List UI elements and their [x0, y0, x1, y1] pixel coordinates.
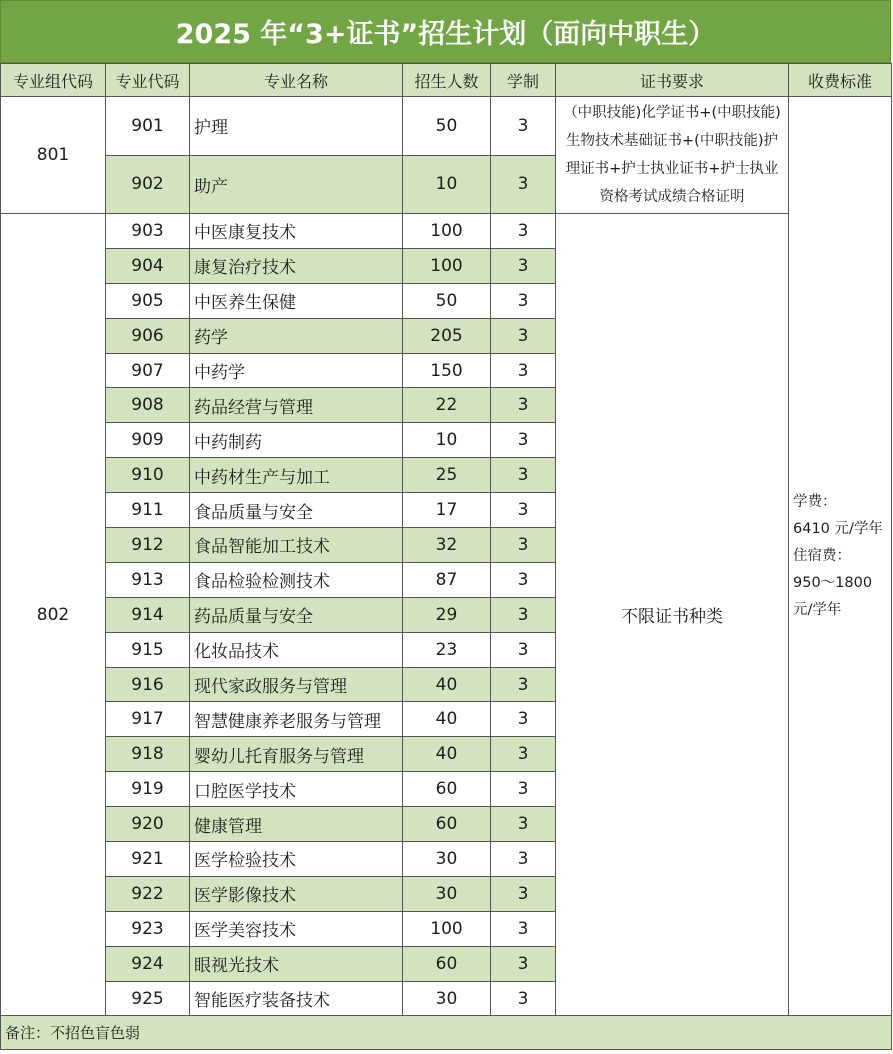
fee-line: 住宿费： [793, 547, 851, 564]
enrollment-count-cell: 100 [403, 248, 491, 283]
major-code-cell: 906 [106, 318, 190, 353]
major-name-cell: 现代家政服务与管理 [190, 667, 403, 702]
major-name-cell: 医学检验技术 [190, 842, 403, 877]
enrollment-count-cell: 50 [403, 97, 491, 156]
major-code-cell: 901 [106, 97, 190, 156]
table-row [1, 214, 892, 249]
enrollment-count-cell: 150 [403, 353, 491, 388]
duration-cell: 3 [491, 702, 556, 737]
major-name-cell: 护理 [190, 97, 403, 156]
duration-cell: 3 [491, 597, 556, 632]
enrollment-count-cell: 10 [403, 423, 491, 458]
major-name-cell: 中医康复技术 [190, 214, 403, 249]
header-major-name: 专业名称 [190, 64, 403, 97]
certificate-requirement-cell: 不限证书种类 [556, 214, 789, 1016]
major-name-cell: 眼视光技术 [190, 946, 403, 981]
footnote: 备注：不招色盲色弱 [1, 1016, 892, 1050]
duration-cell: 3 [491, 353, 556, 388]
fee-standard-cell [789, 97, 892, 1016]
duration-cell: 3 [491, 528, 556, 563]
enrollment-count-cell: 40 [403, 702, 491, 737]
enrollment-count-cell: 100 [403, 911, 491, 946]
major-name-cell: 药学 [190, 318, 403, 353]
major-name-cell: 药品质量与安全 [190, 597, 403, 632]
major-code-cell: 918 [106, 737, 190, 772]
major-code-cell: 922 [106, 876, 190, 911]
table-row [1, 97, 892, 156]
enrollment-count-cell: 23 [403, 632, 491, 667]
major-code-cell: 913 [106, 562, 190, 597]
major-name-cell: 医学影像技术 [190, 876, 403, 911]
major-name-cell: 婴幼儿托育服务与管理 [190, 737, 403, 772]
major-name-cell: 健康管理 [190, 807, 403, 842]
major-code-cell: 903 [106, 214, 190, 249]
group-code-cell: 801 [1, 97, 106, 214]
enrollment-count-cell: 17 [403, 493, 491, 528]
page-title: 2025 年“3+证书”招生计划（面向中职生） [0, 0, 891, 63]
header-major-code: 专业代码 [106, 64, 190, 97]
fee-line: 元/学年 [793, 601, 842, 618]
major-code-cell: 910 [106, 458, 190, 493]
major-code-cell: 907 [106, 353, 190, 388]
major-name-cell: 口腔医学技术 [190, 772, 403, 807]
header-certificate-requirement: 证书要求 [556, 64, 789, 97]
header-group-code: 专业组代码 [1, 64, 106, 97]
major-name-cell: 中药制药 [190, 423, 403, 458]
table-header-row [1, 64, 892, 97]
header-fee-standard: 收费标准 [789, 64, 892, 97]
enrollment-count-cell: 50 [403, 283, 491, 318]
duration-cell: 3 [491, 283, 556, 318]
duration-cell: 3 [491, 423, 556, 458]
duration-cell: 3 [491, 155, 556, 214]
major-code-cell: 905 [106, 283, 190, 318]
major-name-cell: 药品经营与管理 [190, 388, 403, 423]
major-code-cell: 925 [106, 981, 190, 1016]
enrollment-count-cell: 40 [403, 667, 491, 702]
duration-cell: 3 [491, 97, 556, 156]
enrollment-count-cell: 60 [403, 946, 491, 981]
major-name-cell: 康复治疗技术 [190, 248, 403, 283]
major-name-cell: 食品质量与安全 [190, 493, 403, 528]
duration-cell: 3 [491, 632, 556, 667]
major-code-cell: 920 [106, 807, 190, 842]
major-name-cell: 智慧健康养老服务与管理 [190, 702, 403, 737]
fee-line: 学费： [793, 493, 837, 510]
enrollment-count-cell: 30 [403, 981, 491, 1016]
header-duration: 学制 [491, 64, 556, 97]
major-code-cell: 914 [106, 597, 190, 632]
enrollment-count-cell: 29 [403, 597, 491, 632]
duration-cell: 3 [491, 667, 556, 702]
duration-cell: 3 [491, 214, 556, 249]
enrollment-count-cell: 40 [403, 737, 491, 772]
duration-cell: 3 [491, 458, 556, 493]
major-code-cell: 908 [106, 388, 190, 423]
major-code-cell: 902 [106, 155, 190, 214]
duration-cell: 3 [491, 911, 556, 946]
fee-line: 6410 元/学年 [793, 520, 883, 537]
enrollment-count-cell: 60 [403, 807, 491, 842]
duration-cell: 3 [491, 388, 556, 423]
major-name-cell: 食品检验检测技术 [190, 562, 403, 597]
duration-cell: 3 [491, 946, 556, 981]
major-code-cell: 904 [106, 248, 190, 283]
duration-cell: 3 [491, 737, 556, 772]
enrollment-count-cell: 22 [403, 388, 491, 423]
duration-cell: 3 [491, 807, 556, 842]
enrollment-count-cell: 100 [403, 214, 491, 249]
major-code-cell: 921 [106, 842, 190, 877]
major-code-cell: 911 [106, 493, 190, 528]
duration-cell: 3 [491, 493, 556, 528]
major-code-cell: 912 [106, 528, 190, 563]
enrollment-count-cell: 30 [403, 876, 491, 911]
major-name-cell: 智能医疗装备技术 [190, 981, 403, 1016]
duration-cell: 3 [491, 772, 556, 807]
duration-cell: 3 [491, 562, 556, 597]
major-name-cell: 中药学 [190, 353, 403, 388]
certificate-requirement-cell: （中职技能)化学证书+(中职技能)生物技术基础证书+(中职技能)护理证书+护士执业证书+护士执业资格考试成绩合格证明 [556, 97, 789, 214]
enrollment-count-cell: 25 [403, 458, 491, 493]
major-name-cell: 助产 [190, 155, 403, 214]
enrollment-table [0, 63, 892, 1050]
major-name-cell: 化妆品技术 [190, 632, 403, 667]
enrollment-count-cell: 32 [403, 528, 491, 563]
major-name-cell: 食品智能加工技术 [190, 528, 403, 563]
footnote-row [1, 1016, 892, 1050]
enrollment-count-cell: 60 [403, 772, 491, 807]
major-name-cell: 中医养生保健 [190, 283, 403, 318]
duration-cell: 3 [491, 981, 556, 1016]
enrollment-count-cell: 30 [403, 842, 491, 877]
enrollment-count-cell: 87 [403, 562, 491, 597]
duration-cell: 3 [491, 842, 556, 877]
major-code-cell: 916 [106, 667, 190, 702]
major-name-cell: 中药材生产与加工 [190, 458, 403, 493]
group-code-cell: 802 [1, 214, 106, 1016]
duration-cell: 3 [491, 248, 556, 283]
major-code-cell: 919 [106, 772, 190, 807]
major-name-cell: 医学美容技术 [190, 911, 403, 946]
major-code-cell: 909 [106, 423, 190, 458]
enrollment-count-cell: 10 [403, 155, 491, 214]
enrollment-count-cell: 205 [403, 318, 491, 353]
major-code-cell: 917 [106, 702, 190, 737]
header-enrollment-count: 招生人数 [403, 64, 491, 97]
duration-cell: 3 [491, 318, 556, 353]
major-code-cell: 924 [106, 946, 190, 981]
fee-line: 950～1800 [793, 574, 873, 591]
duration-cell: 3 [491, 876, 556, 911]
major-code-cell: 915 [106, 632, 190, 667]
major-code-cell: 923 [106, 911, 190, 946]
